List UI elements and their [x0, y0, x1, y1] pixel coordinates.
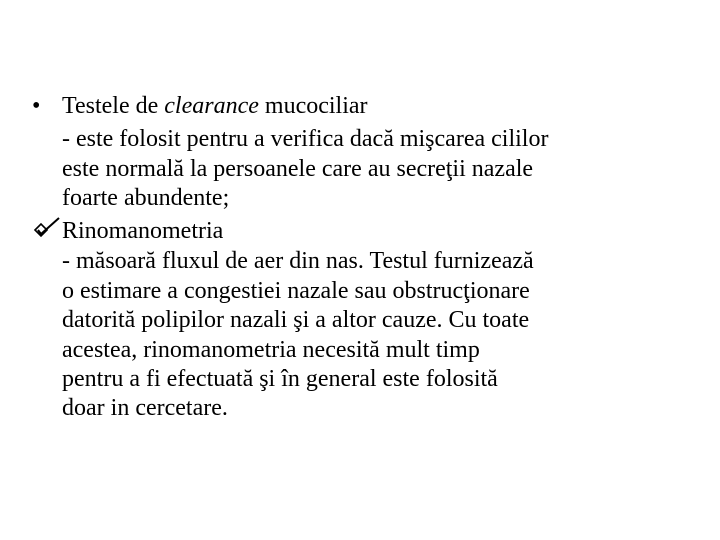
item2-line: - măsoară fluxul de aer din nas. Testul furnizează	[62, 248, 534, 274]
bullet-marker: •	[32, 93, 41, 119]
item1-title-italic: clearance	[164, 93, 259, 119]
item1-title	[62, 92, 368, 120]
item1-line: foarte abundente;	[62, 185, 230, 211]
check-diamond-icon-svg	[32, 215, 62, 243]
check-diamond-icon	[32, 215, 62, 243]
item2-line: datorită polipilor nazali şi a altor cauze. Cu toate	[62, 307, 530, 333]
item2-line: pentru a fi efectuată şi în general este folosită	[62, 366, 498, 392]
item1-title-suffix: mucociliar	[258, 93, 368, 119]
item2-line: o estimare a congestiei nazale sau obstrucţionare	[62, 278, 530, 304]
item1-title-prefix: Testele de	[62, 93, 165, 119]
item2-line: acestea, rinomanometria necesită mult timp	[62, 337, 480, 363]
item1-line: - este folosit pentru a verifica dacă mişcarea cililor	[62, 126, 549, 152]
item2-line: doar in cercetare.	[62, 395, 228, 421]
item1-line: este normală la persoanele care au secreţii nazale	[62, 156, 534, 182]
item2-title: Rinomanometria	[62, 218, 224, 244]
